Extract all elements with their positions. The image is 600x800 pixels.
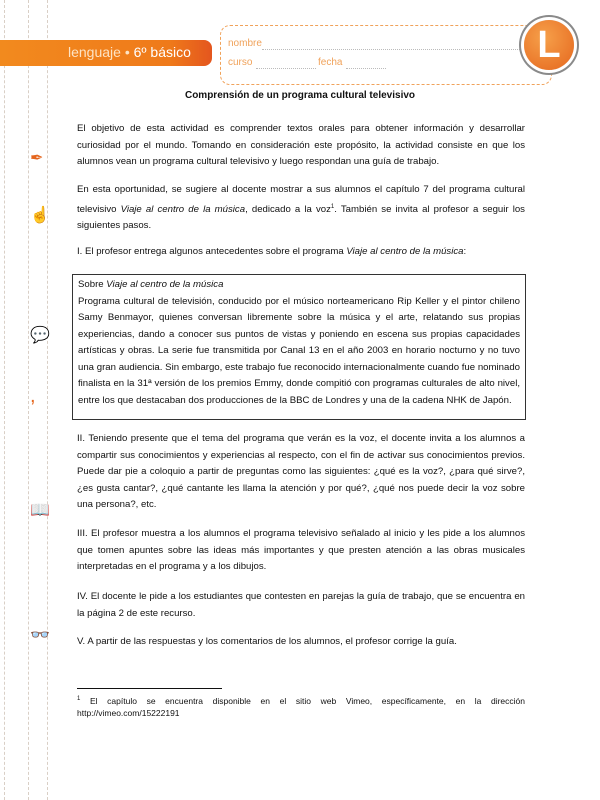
step-4 — [77, 589, 525, 622]
text: Sobre — [78, 279, 107, 290]
paragraph-text: III. El profesor muestra a los alumnos el programa televisivo señalado al inicio y les pide a los alumnos que tomen apuntes sobre las ideas más importantes y que presten atención a las obras musicales interpretadas en el programa y a los dibujos. — [77, 528, 525, 572]
step-3 — [77, 526, 525, 576]
subject-logo: L — [524, 20, 574, 70]
box-text: Programa cultural de televisión, conducido por el músico norteamericano Rip Keller y el pintor chileno Samy Benmayor, quienes conversan libremente sobre la música y el arte, relatando sus propias experiencias, dando a conocer sus puntos de vistas y poniendo en escena sus propias capacidades artísticas y obras. La serie fue transmitida por Canal 13 en el año 2003 en horario nocturno y no tuvo una gran audiencia. Sin embargo, este trabajo fue reconocido internacionalmente cuando fue nominado finalista en la 31ª versión de los premios Emmy, donde compitió con programas culturales de alto nivel, entre los que destacaban dos producciones de la BBC de Londres y una de la cadena NHK de Japón. — [78, 295, 520, 406]
course-label: curso — [228, 57, 253, 68]
step-2 — [77, 431, 525, 514]
margin-guide — [28, 0, 29, 800]
paragraph-text: V. A partir de las respuestas y los comentarios de los alumnos, el profesor corrige la guía. — [77, 636, 457, 647]
student-info-box — [220, 25, 552, 85]
subject-label — [68, 44, 191, 60]
page-title: Comprensión de un programa cultural televisivo — [184, 90, 416, 101]
footnote-text: El capítulo se encuentra disponible en el sitio web Vimeo, específicamente, en la dirección http://vimeo.com/15222191 — [77, 695, 525, 718]
text: , dedicado a la voz — [245, 203, 331, 215]
grade-text: 6º básico — [133, 44, 191, 60]
footnote-number: 1 — [77, 696, 81, 702]
glasses-icon: 👓 — [30, 627, 50, 644]
name-label: nombre — [228, 38, 262, 49]
subject-text: lenguaje — [68, 44, 121, 60]
intro-paragraph — [77, 121, 525, 171]
footnote-ref[interactable]: 1 — [330, 203, 335, 210]
paragraph-text — [77, 182, 525, 235]
course-field[interactable] — [256, 68, 316, 69]
quill-pen-icon: ✒ — [30, 150, 44, 167]
separator: • — [124, 44, 130, 60]
suggestion-paragraph — [77, 182, 525, 235]
date-field[interactable] — [346, 68, 386, 69]
footnote-divider — [77, 688, 222, 689]
program-title: Viaje al centro de la música — [120, 203, 246, 215]
footnote — [77, 693, 525, 719]
speech-bubble-icon: 💬 — [30, 327, 50, 344]
text: : — [463, 246, 467, 257]
paragraph-text: El objetivo de esta actividad es comprender textos orales para obtener información y desarrollar curiosidad por el mundo. Tomando en consideración este propósito, la actividad consiste en que los alumnos vean un programa cultural televisivo y luego respondan una guía de trabajo. — [77, 123, 525, 167]
step-5 — [77, 634, 525, 651]
text: En esta oportunidad, se sugiere al docente mostrar a sus alumnos el capítulo 7 del programa cultural televisivo — [77, 184, 525, 215]
step-1 — [77, 244, 525, 261]
margin-guide — [47, 0, 48, 800]
paragraph-text: II. Teniendo presente que el tema del programa que verán es la voz, el docente invita a los alumnos a compartir sus conocimientos y experiencias al respecto, con el fin de activar sus conocimientos previos. Puede dar pie a coloquio a partir de preguntas como las siguientes: ¿qué es la voz?, ¿para qué sirve?, ¿es gusta cantar?, ¿qué cantante les llama la atención y por qué?, ¿qué nos puede decir la voz sobre una persona?, etc. — [77, 433, 525, 510]
text: . También se invita al profesor a seguir los siguientes pasos. — [77, 203, 525, 232]
name-field[interactable] — [262, 49, 520, 50]
margin-guide — [4, 0, 5, 800]
book-icon: 📖 — [30, 502, 50, 519]
box-heading — [78, 277, 520, 294]
program-title: Viaje al centro de la música — [106, 279, 224, 290]
program-info-box — [72, 274, 526, 420]
program-title: Viaje al centro de la música — [346, 246, 464, 257]
paragraph-text — [77, 244, 525, 261]
date-label: fecha — [318, 57, 343, 68]
hand-icon: ☝ — [30, 207, 50, 224]
paragraph-text: IV. El docente le pide a los estudiantes que contesten en parejas la guía de trabajo, que se encuentra en la página 2 de este recurso. — [77, 591, 525, 619]
text: I. El profesor entrega algunos antecedentes sobre el programa — [77, 246, 347, 257]
comma-icon: , — [30, 385, 36, 407]
